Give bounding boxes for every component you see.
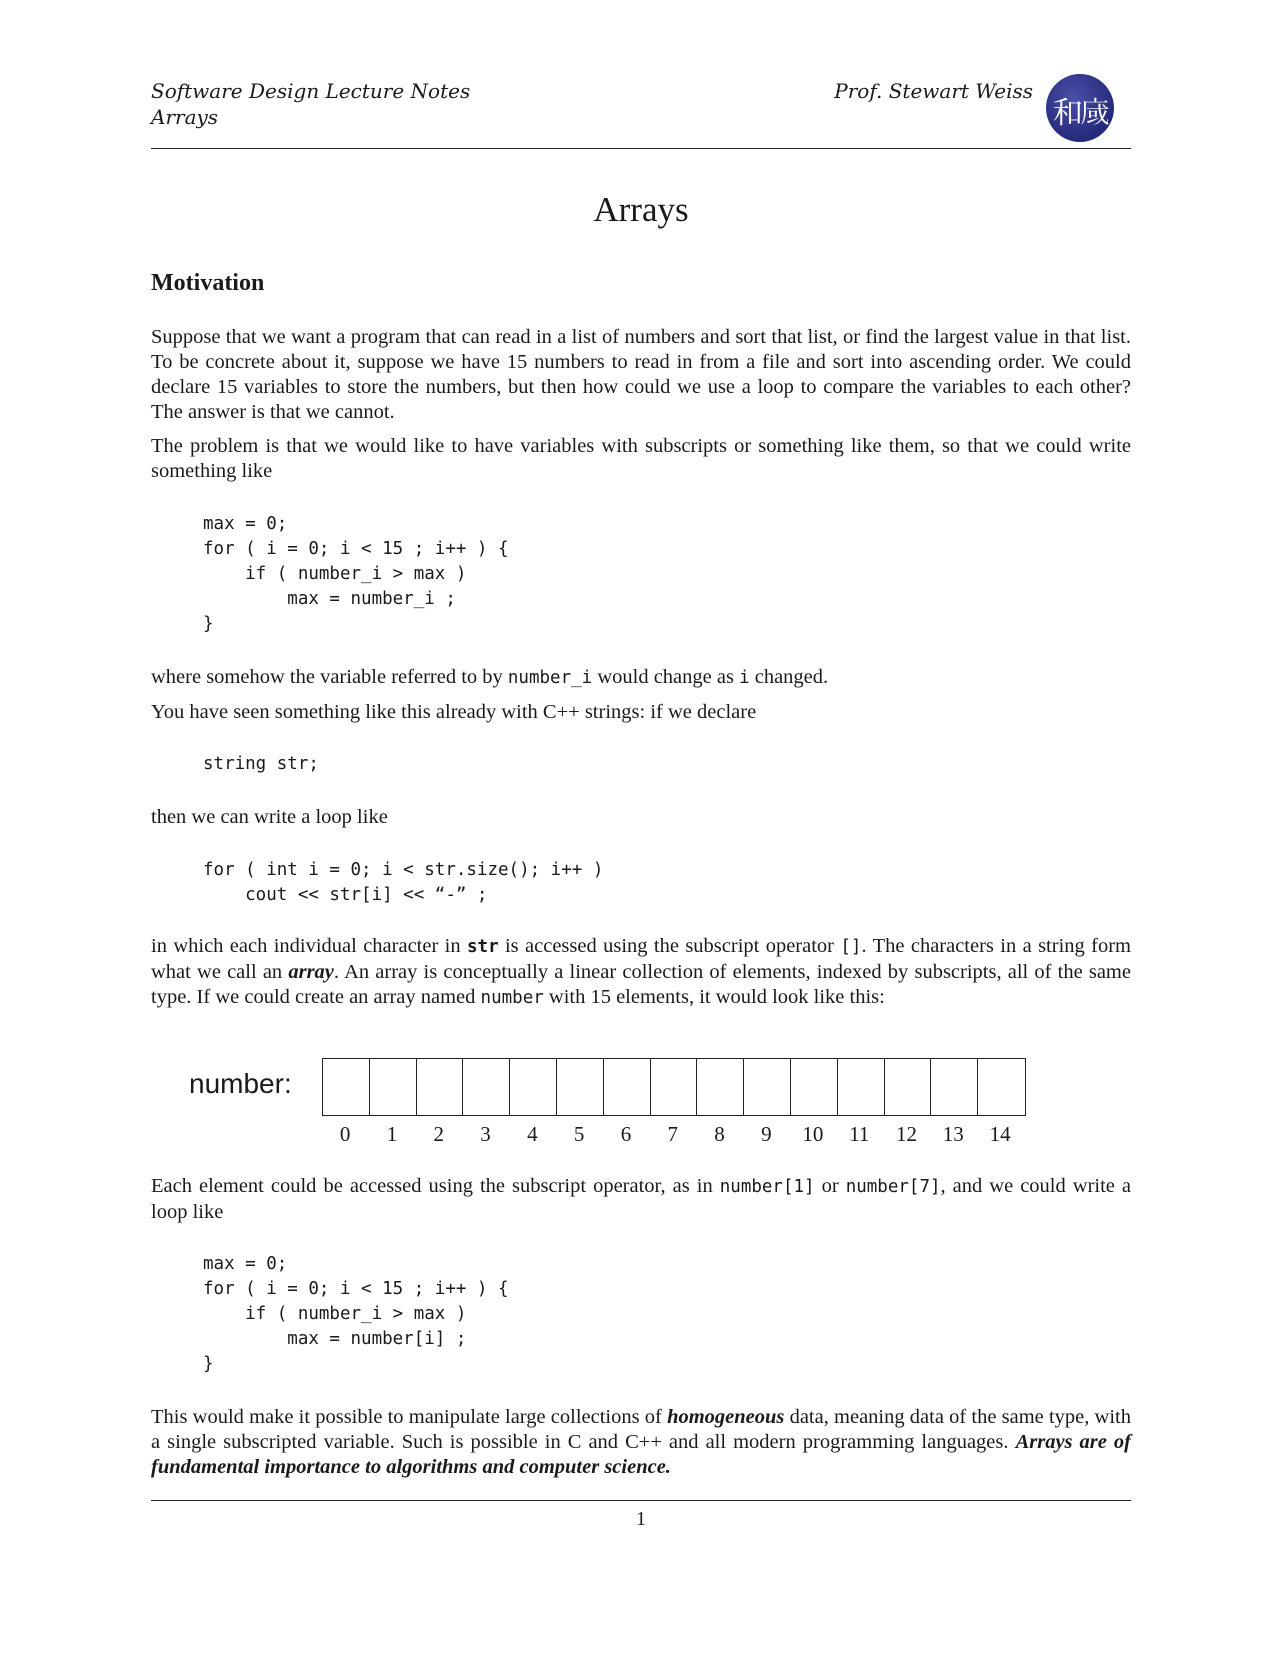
header-topic: Arrays	[151, 105, 219, 129]
array-index-label: 14	[989, 1122, 1011, 1146]
section-heading: Motivation	[151, 270, 265, 296]
paragraph-1: Suppose that we want a program that can read in a list of numbers and sort that list, or find the largest value in that list. To be concrete about it, suppose we have 15 numbers to read in from a file and sort into ascending order. We could declare 15 variables to store the numbers, but then how could we use a loop to compare the variables to each other? The answer is that we cannot.	[151, 326, 1131, 423]
paragraph-3: where somehow the variable referred to by number_i would change as i changed.	[151, 666, 829, 688]
array-cell	[370, 1059, 417, 1115]
array-index-label: 9	[761, 1122, 772, 1146]
paragraph-5: then we can write a loop like	[151, 806, 388, 828]
paragraph-8: This would make it possible to manipulate large collections of homogeneous data, meaning data of the same type, with a single subscripted variable. Such is possible in C and C++ and all modern programming languages. Arrays are of fundamental importance to algorithms and computer science.	[151, 1406, 1132, 1478]
page-header	[151, 78, 1131, 146]
array-index-label: 10	[802, 1122, 824, 1146]
footer-rule	[151, 1500, 1131, 1501]
array-index-label: 7	[667, 1122, 678, 1146]
array-cell	[744, 1059, 791, 1115]
array-cell	[931, 1059, 978, 1115]
array-index-label: 4	[527, 1122, 538, 1146]
array-index-label: 12	[896, 1122, 917, 1146]
array-index-label: 2	[433, 1122, 444, 1146]
author-seal-logo	[1046, 74, 1114, 142]
header-author: Prof. Stewart Weiss	[834, 79, 1033, 103]
array-index-label: 11	[849, 1122, 870, 1146]
array-cell	[838, 1059, 885, 1115]
page-title: Arrays	[593, 190, 689, 229]
array-cell	[417, 1059, 464, 1115]
array-index-label: 13	[942, 1122, 964, 1146]
array-cell	[557, 1059, 604, 1115]
paragraph-6: in which each individual character in str is accessed using the subscript operator []. The characters in a string form what we call an array. An array is conceptually a linear collection of elements, indexed by subscripts, all of the same type. If we could create an array named number with 15 elements, it would look like this:	[151, 935, 1131, 1008]
header-left	[151, 78, 470, 130]
array-index-label: 8	[714, 1122, 725, 1146]
header-rule	[151, 148, 1131, 149]
seal-text: 和𢈿	[1053, 96, 1107, 131]
paragraph-7: Each element could be accessed using the subscript operator, as in number[1] or number[7], and we could write a loop like	[151, 1175, 1132, 1223]
array-cell	[697, 1059, 744, 1115]
code-block-3: for ( int i = 0; i < str.size(); i++ ) cout << str[i] << “-” ;	[203, 860, 604, 905]
code-block-1: max = 0; for ( i = 0; i < 15 ; i++ ) { if ( number_i > max ) max = number_i ; }	[203, 514, 509, 634]
array-cell	[604, 1059, 651, 1115]
array-index-label: 1	[386, 1122, 398, 1146]
code-block-4: max = 0; for ( i = 0; i < 15 ; i++ ) { if ( number_i > max ) max = number[i] ; }	[203, 1254, 509, 1374]
paragraph-2: The problem is that we would like to have variables with subscripts or something like them, so that we could write something like	[151, 435, 1131, 482]
array-cell	[510, 1059, 557, 1115]
array-cell	[651, 1059, 698, 1115]
array-index-label: 3	[480, 1122, 491, 1146]
array-cell	[791, 1059, 838, 1115]
array-diagram-label: number:	[189, 1068, 292, 1099]
array-cell	[463, 1059, 510, 1115]
paragraph-4: You have seen something like this already with C++ strings: if we declare	[151, 701, 757, 723]
code-block-2: string str;	[203, 754, 319, 774]
header-course: Software Design Lecture Notes	[151, 79, 471, 103]
array-index-label: 5	[573, 1122, 585, 1146]
array-cell	[323, 1059, 370, 1115]
array-cell	[885, 1059, 932, 1115]
array-cell	[978, 1059, 1025, 1115]
array-index-label: 0	[339, 1122, 351, 1146]
array-diagram	[322, 1058, 1026, 1116]
page-number: 1	[636, 1508, 646, 1530]
array-index-label: 6	[620, 1122, 632, 1146]
